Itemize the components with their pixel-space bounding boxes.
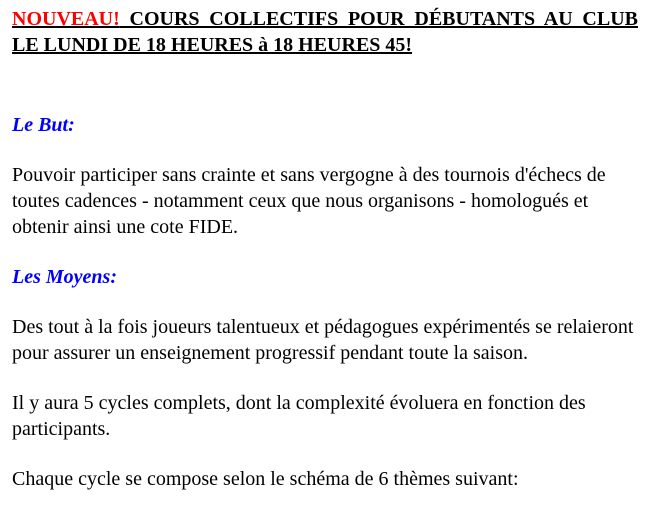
section-title-moyens: Les Moyens: (12, 266, 117, 288)
section-title-but: Le But: (12, 114, 75, 136)
headline (12, 6, 638, 58)
spacer (12, 58, 638, 112)
paragraph-moyens: Des tout à la fois joueurs talentueux et pédagogues expérimentés se relaieront pour assurer un enseignement progressif pendant toute la saison. (12, 316, 634, 364)
paragraph-cycles: Il y aura 5 cycles complets, dont la complexité évoluera en fonction des participants. (12, 392, 586, 440)
spacer (12, 290, 638, 314)
spacer (12, 442, 638, 466)
spacer (12, 240, 638, 264)
headline-new-label: NOUVEAU! (12, 8, 120, 30)
headline-text: COURS COLLECTIFS POUR DÉBUTANTS AU CLUB LE LUNDI DE 18 HEURES à 18 HEURES 45! (12, 8, 638, 56)
spacer (12, 366, 638, 390)
paragraph-but: Pouvoir participer sans crainte et sans vergogne à des tournois d'échecs de toutes cadences - notamment ceux que nous organisons - homologués et obtenir ainsi une cote FIDE. (12, 164, 606, 238)
spacer (12, 138, 638, 162)
paragraph-schema: Chaque cycle se compose selon le schéma de 6 thèmes suivant: (12, 468, 519, 490)
